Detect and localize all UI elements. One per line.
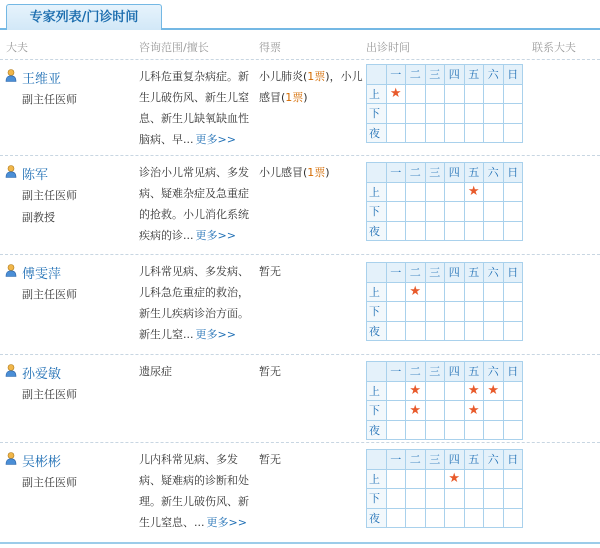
schedule-day-label: 日 — [503, 163, 523, 183]
schedule-day-label: 日 — [503, 263, 523, 283]
schedule-slot — [386, 302, 406, 322]
schedule-slot — [425, 84, 445, 104]
table-header — [0, 32, 600, 60]
schedule-header-row — [367, 163, 523, 183]
schedule-day-label: 四 — [445, 163, 465, 183]
schedule-day-label: 三 — [425, 163, 445, 183]
expertise-text — [139, 361, 256, 382]
schedule-period-label: 上 — [367, 381, 387, 401]
schedule-day-label: 一 — [386, 163, 406, 183]
votes-cell: 暂无 — [259, 265, 281, 278]
schedule-slot-available[interactable] — [464, 381, 484, 401]
schedule-period-label: 夜 — [367, 321, 387, 341]
schedule-slot — [425, 469, 445, 489]
schedule-slot-available[interactable] — [445, 469, 465, 489]
schedule-slot-available[interactable] — [406, 381, 426, 401]
schedule-corner — [367, 163, 387, 183]
schedule-corner — [367, 362, 387, 382]
doctor-avatar-icon — [5, 364, 17, 377]
schedule-slot — [386, 182, 406, 202]
schedule-slot-available[interactable] — [464, 182, 484, 202]
schedule-day-label: 六 — [484, 65, 504, 85]
schedule-grid — [366, 262, 523, 341]
schedule-slot — [445, 221, 465, 241]
schedule-slot — [503, 381, 523, 401]
schedule-corner — [367, 65, 387, 85]
schedule-slot — [484, 489, 504, 509]
schedule-slot — [386, 469, 406, 489]
doctor-title: 副主任医师 — [22, 93, 77, 106]
tab-expert-list[interactable]: 专家列表/门诊时间 — [6, 4, 162, 30]
schedule-day-label: 二 — [406, 362, 426, 382]
schedule-day-label: 二 — [406, 450, 426, 470]
schedule-slot — [445, 104, 465, 124]
schedule-period-row — [367, 123, 523, 143]
votes-cell: 暂无 — [259, 365, 281, 378]
star-icon: ★ — [409, 402, 422, 418]
schedule-day-label: 五 — [464, 263, 484, 283]
schedule-slot — [484, 123, 504, 143]
doctor-title: 副教授 — [22, 211, 55, 224]
vote-count: 1票 — [285, 91, 304, 104]
schedule-period-label: 夜 — [367, 420, 387, 440]
schedule-day-label: 四 — [445, 450, 465, 470]
star-icon: ★ — [409, 284, 422, 300]
schedule-slot — [406, 221, 426, 241]
header-votes: 得票 — [259, 41, 281, 54]
schedule-period-row — [367, 401, 523, 421]
votes-cell — [259, 66, 363, 108]
expertise-text — [139, 449, 256, 533]
more-link[interactable]: 更多>> — [195, 133, 236, 146]
doctor-avatar-icon — [5, 165, 17, 178]
doctor-row — [0, 355, 600, 443]
doctor-name-link[interactable]: 陈军 — [22, 168, 49, 183]
schedule-slot — [503, 508, 523, 528]
schedule-slot — [425, 302, 445, 322]
schedule-day-label: 四 — [445, 65, 465, 85]
schedule-day-label: 三 — [425, 263, 445, 283]
schedule-period-row — [367, 221, 523, 241]
schedule-slot — [425, 221, 445, 241]
schedule-period-label: 下 — [367, 202, 387, 222]
schedule-day-label: 二 — [406, 263, 426, 283]
doctor-name-link[interactable]: 孙爱敏 — [22, 367, 62, 382]
schedule-slot — [406, 84, 426, 104]
schedule-slot-available[interactable] — [484, 381, 504, 401]
schedule-grid — [366, 449, 523, 528]
schedule-period-label: 夜 — [367, 123, 387, 143]
schedule-slot — [464, 104, 484, 124]
doctor-row — [0, 156, 600, 255]
schedule-grid — [366, 361, 523, 440]
schedule-slot-available[interactable] — [406, 401, 426, 421]
star-icon: ★ — [467, 402, 480, 418]
schedule-slot — [484, 401, 504, 421]
schedule-slot — [425, 282, 445, 302]
schedule-grid — [366, 162, 523, 241]
schedule-slot — [484, 469, 504, 489]
schedule-slot — [464, 221, 484, 241]
schedule-day-label: 四 — [445, 362, 465, 382]
schedule-slot — [484, 182, 504, 202]
schedule-slot — [484, 202, 504, 222]
schedule-slot — [406, 489, 426, 509]
schedule-period-row — [367, 104, 523, 124]
schedule-slot — [445, 123, 465, 143]
votes-cell — [259, 162, 363, 183]
schedule-slot — [406, 202, 426, 222]
expertise-summary: 儿内科常见病、多发病、疑难病的诊断和处理。新生儿破伤风、新生儿窒息、... — [139, 453, 249, 529]
schedule-slot — [484, 508, 504, 528]
schedule-slot — [503, 321, 523, 341]
vote-disease: 小儿肺炎 — [259, 70, 303, 83]
schedule-corner — [367, 450, 387, 470]
star-icon: ★ — [467, 383, 480, 399]
schedule-slot — [484, 84, 504, 104]
schedule-slot — [386, 202, 406, 222]
schedule-slot — [406, 182, 426, 202]
schedule-period-row — [367, 469, 523, 489]
doctor-title: 副主任医师 — [22, 476, 77, 489]
schedule-slot — [445, 489, 465, 509]
schedule-period-label: 下 — [367, 302, 387, 322]
schedule-slot — [464, 469, 484, 489]
doctor-row — [0, 60, 600, 156]
schedule-day-label: 日 — [503, 450, 523, 470]
schedule-day-label: 六 — [484, 362, 504, 382]
schedule-day-label: 三 — [425, 65, 445, 85]
schedule-slot — [503, 104, 523, 124]
schedule-slot — [464, 84, 484, 104]
schedule-slot — [386, 321, 406, 341]
doctor-row — [0, 443, 600, 544]
doctor-avatar-icon — [5, 69, 17, 82]
schedule-period-label: 上 — [367, 469, 387, 489]
schedule-period-label: 下 — [367, 104, 387, 124]
schedule-day-label: 三 — [425, 362, 445, 382]
schedule-slot — [484, 420, 504, 440]
schedule-period-row — [367, 282, 523, 302]
schedule-header-row — [367, 263, 523, 283]
schedule-day-label: 六 — [484, 163, 504, 183]
schedule-slot — [445, 282, 465, 302]
star-icon: ★ — [467, 184, 480, 200]
schedule-slot — [464, 321, 484, 341]
schedule-slot — [445, 381, 465, 401]
doctor-row — [0, 255, 600, 355]
schedule-slot — [425, 489, 445, 509]
schedule-slot — [484, 104, 504, 124]
schedule-slot — [503, 420, 523, 440]
schedule-header-row — [367, 65, 523, 85]
schedule-slot — [406, 123, 426, 143]
schedule-slot — [425, 123, 445, 143]
expertise-summary: 诊治小儿常见病、多发病、疑难杂症及急重症的抢救。小儿消化系统疾病的诊... — [139, 166, 249, 242]
vote-item: 小儿感冒(1票) — [259, 166, 330, 179]
more-link[interactable]: 更多>> — [206, 516, 247, 529]
schedule-slot — [484, 321, 504, 341]
schedule-period-row — [367, 381, 523, 401]
schedule-day-label: 五 — [464, 65, 484, 85]
schedule-slot — [503, 202, 523, 222]
schedule-slot — [425, 381, 445, 401]
schedule-slot — [425, 182, 445, 202]
schedule-slot-available[interactable] — [386, 84, 406, 104]
expertise-text — [139, 261, 256, 345]
schedule-day-label: 六 — [484, 450, 504, 470]
schedule-slot — [445, 321, 465, 341]
vote-disease: 小儿感冒 — [259, 166, 303, 179]
schedule-day-label: 二 — [406, 163, 426, 183]
schedule-day-label: 四 — [445, 263, 465, 283]
schedule-slot — [445, 84, 465, 104]
schedule-period-row — [367, 302, 523, 322]
schedule-day-label: 一 — [386, 362, 406, 382]
schedule-slot — [445, 182, 465, 202]
expertise-summary: 儿科常见病、多发病、儿科急危重症的救治，新生儿疾病诊治方面。新生儿窒... — [139, 265, 249, 341]
schedule-day-label: 三 — [425, 450, 445, 470]
schedule-slot — [445, 420, 465, 440]
schedule-slot — [425, 104, 445, 124]
doctor-name-link[interactable]: 傅雯萍 — [22, 267, 62, 282]
schedule-slot-available[interactable] — [406, 282, 426, 302]
schedule-slot — [425, 202, 445, 222]
schedule-slot — [484, 302, 504, 322]
schedule-slot — [464, 202, 484, 222]
schedule-slot — [386, 401, 406, 421]
schedule-slot — [503, 401, 523, 421]
schedule-slot-available[interactable] — [464, 401, 484, 421]
schedule-day-label: 二 — [406, 65, 426, 85]
star-icon: ★ — [448, 471, 461, 487]
schedule-slot — [425, 321, 445, 341]
schedule-slot — [386, 123, 406, 143]
header-doctor: 大夫 — [6, 41, 28, 54]
vote-item: 小儿感冒(1票) — [259, 70, 363, 104]
doctor-avatar-icon — [5, 452, 17, 465]
vote-disease: 小儿感冒 — [259, 70, 363, 104]
doctor-avatar-icon — [5, 264, 17, 277]
schedule-period-label: 夜 — [367, 221, 387, 241]
schedule-slot — [503, 84, 523, 104]
schedule-day-label: 一 — [386, 65, 406, 85]
schedule-slot — [484, 282, 504, 302]
schedule-slot — [464, 420, 484, 440]
schedule-period-label: 下 — [367, 401, 387, 421]
schedule-slot — [445, 202, 465, 222]
schedule-slot — [386, 420, 406, 440]
schedule-day-label: 一 — [386, 450, 406, 470]
schedule-slot — [484, 221, 504, 241]
schedule-slot — [503, 302, 523, 322]
schedule-day-label: 六 — [484, 263, 504, 283]
header-expertise: 咨询范围/擅长 — [139, 41, 209, 54]
schedule-slot — [425, 508, 445, 528]
expertise-summary: 儿科危重复杂病症。新生儿破伤风、新生儿窒息、新生儿缺氧缺血性脑病、早... — [139, 70, 249, 146]
votes-cell: 暂无 — [259, 453, 281, 466]
schedule-slot — [386, 381, 406, 401]
schedule-period-row — [367, 182, 523, 202]
schedule-slot — [425, 420, 445, 440]
doctor-title: 副主任医师 — [22, 388, 77, 401]
schedule-slot — [445, 508, 465, 528]
vote-count: 1票 — [307, 166, 326, 179]
schedule-period-row — [367, 508, 523, 528]
star-icon: ★ — [389, 86, 402, 102]
schedule-slot — [464, 123, 484, 143]
schedule-slot — [406, 469, 426, 489]
schedule-slot — [406, 321, 426, 341]
header-contact: 联系大夫 — [532, 41, 576, 54]
expertise-summary: 遗尿症 — [139, 365, 172, 378]
schedule-period-row — [367, 321, 523, 341]
schedule-period-row — [367, 420, 523, 440]
vote-item: 小儿肺炎(1票)， — [259, 70, 341, 83]
schedule-day-label: 日 — [503, 65, 523, 85]
schedule-slot — [406, 508, 426, 528]
star-icon: ★ — [409, 383, 422, 399]
schedule-day-label: 五 — [464, 362, 484, 382]
schedule-slot — [445, 401, 465, 421]
star-icon: ★ — [487, 383, 500, 399]
schedule-slot — [464, 489, 484, 509]
schedule-period-label: 夜 — [367, 508, 387, 528]
schedule-slot — [425, 401, 445, 421]
schedule-slot — [503, 123, 523, 143]
schedule-slot — [503, 489, 523, 509]
schedule-slot — [406, 420, 426, 440]
schedule-day-label: 日 — [503, 362, 523, 382]
schedule-day-label: 五 — [464, 450, 484, 470]
schedule-period-row — [367, 489, 523, 509]
schedule-slot — [386, 489, 406, 509]
schedule-slot — [464, 508, 484, 528]
schedule-slot — [503, 469, 523, 489]
schedule-slot — [503, 221, 523, 241]
vote-count: 1票 — [307, 70, 326, 83]
schedule-period-label: 上 — [367, 84, 387, 104]
expertise-text — [139, 162, 256, 246]
schedule-slot — [386, 104, 406, 124]
doctor-name-link[interactable]: 王维亚 — [22, 72, 62, 87]
tab-bar — [0, 0, 600, 30]
header-schedule: 出诊时间 — [366, 41, 410, 54]
schedule-corner — [367, 263, 387, 283]
more-link[interactable]: 更多>> — [195, 229, 236, 242]
schedule-slot — [386, 508, 406, 528]
schedule-period-row — [367, 202, 523, 222]
schedule-day-label: 五 — [464, 163, 484, 183]
schedule-header-row — [367, 362, 523, 382]
schedule-period-label: 上 — [367, 282, 387, 302]
schedule-slot — [445, 302, 465, 322]
doctor-title: 副主任医师 — [22, 189, 77, 202]
schedule-grid — [366, 64, 523, 143]
schedule-period-row — [367, 84, 523, 104]
schedule-slot — [503, 182, 523, 202]
schedule-slot — [464, 282, 484, 302]
schedule-slot — [386, 282, 406, 302]
schedule-day-label: 一 — [386, 263, 406, 283]
schedule-slot — [386, 221, 406, 241]
schedule-period-label: 下 — [367, 489, 387, 509]
doctor-title: 副主任医师 — [22, 288, 77, 301]
more-link[interactable]: 更多>> — [195, 328, 236, 341]
schedule-slot — [406, 104, 426, 124]
schedule-slot — [503, 282, 523, 302]
doctor-name-link[interactable]: 吴彬彬 — [22, 455, 62, 470]
schedule-slot — [406, 302, 426, 322]
schedule-header-row — [367, 450, 523, 470]
schedule-period-label: 上 — [367, 182, 387, 202]
expertise-text — [139, 66, 256, 150]
schedule-slot — [464, 302, 484, 322]
